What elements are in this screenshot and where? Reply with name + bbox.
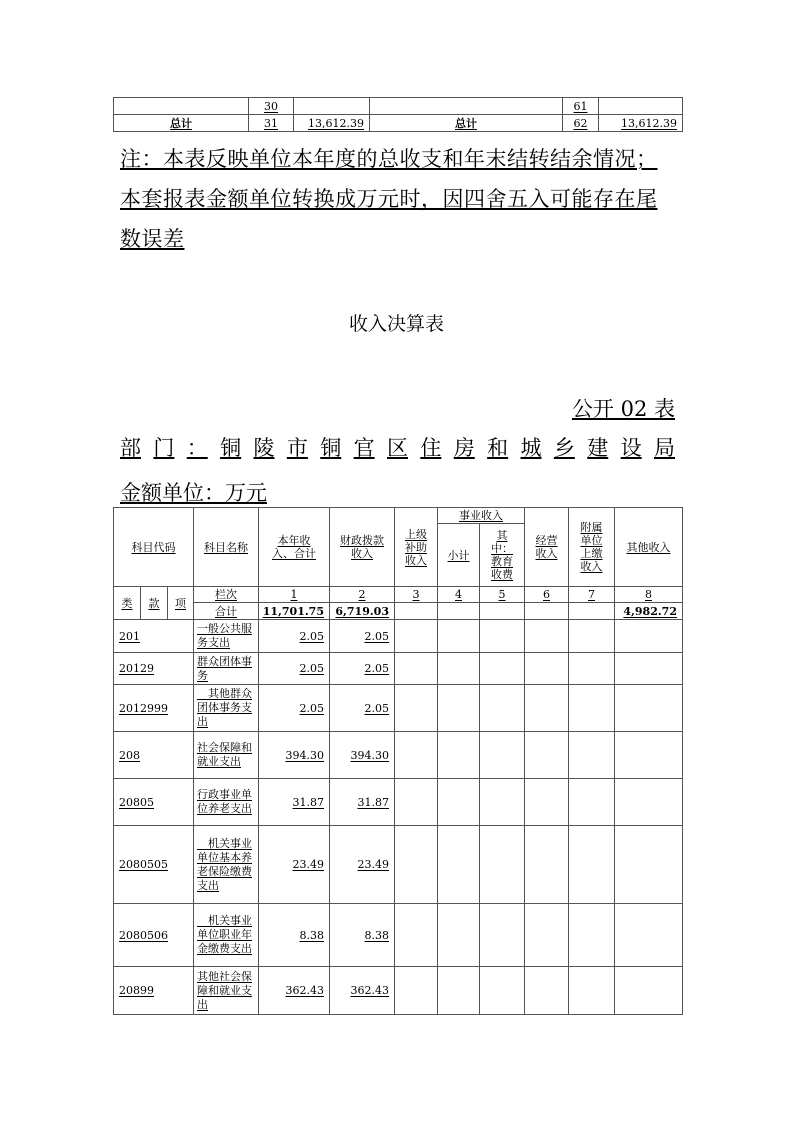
- subject-name: 群众团体事务: [194, 653, 259, 685]
- amount-cell: [569, 779, 615, 826]
- department-char: ：: [186, 436, 208, 460]
- column-number-label: 栏次: [194, 587, 259, 603]
- amount-cell: [525, 967, 569, 1015]
- amount-cell: [438, 653, 480, 685]
- amount-cell: 394.30: [330, 732, 395, 779]
- amount-cell: [438, 826, 480, 904]
- header-name: 科目名称: [194, 508, 259, 587]
- header-other: 其他收入: [615, 508, 683, 587]
- amount-cell: [438, 967, 480, 1015]
- amount-cell: [395, 904, 438, 967]
- table-row: [114, 620, 683, 653]
- department-char: 铜: [320, 436, 342, 460]
- note-line-2: 本套报表金额单位转换成万元时，因四舍五入可能存在尾: [120, 187, 658, 211]
- row-value: [294, 98, 370, 115]
- amount-cell: [395, 685, 438, 732]
- amount-cell: [615, 732, 683, 779]
- column-number: 5: [480, 587, 525, 603]
- grand-total-label: 总计: [370, 115, 563, 132]
- amount-cell: [480, 904, 525, 967]
- department-line: [120, 432, 675, 462]
- table-row: [114, 732, 683, 779]
- column-number: 8: [615, 587, 683, 603]
- amount-cell: [569, 904, 615, 967]
- table-row: [114, 967, 683, 1015]
- amount-cell: 394.30: [259, 732, 330, 779]
- amount-cell: [480, 732, 525, 779]
- amount-cell: [480, 826, 525, 904]
- amount-cell: [525, 779, 569, 826]
- department-char: 乡: [553, 436, 575, 460]
- row-label: [114, 98, 249, 115]
- row-number: 61: [563, 98, 599, 115]
- department-char: 官: [353, 436, 375, 460]
- subject-code: 2080505: [114, 826, 194, 904]
- department-char: 建: [587, 436, 609, 460]
- amount-cell: [480, 779, 525, 826]
- amount-cell: 23.49: [330, 826, 395, 904]
- amount-cell: [395, 826, 438, 904]
- amount-cell: [395, 732, 438, 779]
- amount-cell: [569, 967, 615, 1015]
- department-char: 和: [487, 436, 509, 460]
- table-row: [114, 904, 683, 967]
- amount-cell: [525, 620, 569, 653]
- subject-name: 其他群众团体事务支出: [194, 685, 259, 732]
- amount-cell: [438, 620, 480, 653]
- header-business-subtotal: 小计: [438, 524, 480, 587]
- total-value: [480, 603, 525, 620]
- amount-cell: 31.87: [330, 779, 395, 826]
- amount-cell: 2.05: [259, 685, 330, 732]
- grand-total-label: 总计: [114, 115, 249, 132]
- header-kuan: 款: [141, 587, 168, 620]
- amount-cell: [395, 967, 438, 1015]
- column-number: 3: [395, 587, 438, 603]
- amount-cell: [569, 826, 615, 904]
- subject-code: 2012999: [114, 685, 194, 732]
- amount-cell: [525, 904, 569, 967]
- total-value: [569, 603, 615, 620]
- amount-cell: [395, 653, 438, 685]
- amount-cell: 2.05: [330, 620, 395, 653]
- subject-code: 20899: [114, 967, 194, 1015]
- subject-code: 20129: [114, 653, 194, 685]
- header-fiscal: 财政拨款收入: [330, 508, 395, 587]
- header-business-edu: 其中：教育收费: [480, 524, 525, 587]
- header-code: 科目代码: [114, 508, 194, 587]
- total-value: 4,982.72: [615, 603, 683, 620]
- table-row: [114, 779, 683, 826]
- amount-cell: [525, 826, 569, 904]
- grand-total-income: 13,612.39: [294, 115, 370, 132]
- total-value: [438, 603, 480, 620]
- department-char: 设: [620, 436, 642, 460]
- amount-cell: [615, 685, 683, 732]
- amount-cell: 31.87: [259, 779, 330, 826]
- amount-cell: [569, 620, 615, 653]
- column-number: 1: [259, 587, 330, 603]
- row-label: [370, 98, 563, 115]
- header-xiang: 项: [168, 587, 194, 620]
- column-number: 7: [569, 587, 615, 603]
- amount-cell: 362.43: [259, 967, 330, 1015]
- table-row: [114, 685, 683, 732]
- amount-cell: [480, 685, 525, 732]
- department-char: 区: [387, 436, 408, 460]
- subject-name: 机关事业单位职业年金缴费支出: [194, 904, 259, 967]
- amount-cell: [525, 653, 569, 685]
- header-total: 本年收入、合计: [259, 508, 330, 587]
- total-value: 11,701.75: [259, 603, 330, 620]
- amount-cell: [615, 779, 683, 826]
- amount-cell: [438, 732, 480, 779]
- amount-cell: [438, 904, 480, 967]
- amount-cell: [480, 967, 525, 1015]
- amount-cell: [395, 620, 438, 653]
- department-char: 铜: [220, 436, 242, 460]
- column-number: 2: [330, 587, 395, 603]
- note-line-3: 数误差: [120, 227, 185, 251]
- table-row: [114, 826, 683, 904]
- table-row: [114, 98, 683, 115]
- column-number-row: [114, 587, 683, 603]
- amount-cell: [615, 967, 683, 1015]
- header-superior: 上级补助收入: [395, 508, 438, 587]
- row-number: 31: [249, 115, 294, 132]
- department-char: 城: [520, 436, 542, 460]
- total-value: 6,719.03: [330, 603, 395, 620]
- row-number: 30: [249, 98, 294, 115]
- subject-name: 机关事业单位基本养老保险缴费支出: [194, 826, 259, 904]
- amount-cell: 23.49: [259, 826, 330, 904]
- grand-total-expense: 13,612.39: [599, 115, 683, 132]
- subject-code: 201: [114, 620, 194, 653]
- amount-cell: 8.38: [259, 904, 330, 967]
- amount-cell: [569, 653, 615, 685]
- report-title: 收入决算表: [348, 313, 444, 335]
- row-value: [599, 98, 683, 115]
- header-operating: 经营收入: [525, 508, 569, 587]
- note-line-1: 注：本表反映单位本年度的总收支和年末结转结余情况；: [120, 147, 658, 171]
- department-char: 房: [453, 436, 475, 460]
- amount-cell: 2.05: [259, 620, 330, 653]
- total-value: [395, 603, 438, 620]
- amount-cell: 2.05: [330, 685, 395, 732]
- total-value: [525, 603, 569, 620]
- amount-cell: [569, 732, 615, 779]
- subject-code: 2080506: [114, 904, 194, 967]
- table-row: [114, 115, 683, 132]
- amount-cell: [525, 685, 569, 732]
- amount-cell: [480, 620, 525, 653]
- department-char: 陵: [253, 436, 275, 460]
- department-char: 部: [120, 436, 141, 460]
- subject-name: 一般公共服务支出: [194, 620, 259, 653]
- subject-code: 20805: [114, 779, 194, 826]
- amount-cell: [615, 620, 683, 653]
- column-number: 4: [438, 587, 480, 603]
- table-row: [114, 653, 683, 685]
- amount-cell: [615, 826, 683, 904]
- amount-cell: [395, 779, 438, 826]
- summary-table-tail: [113, 97, 683, 132]
- amount-cell: 362.43: [330, 967, 395, 1015]
- amount-cell: [569, 685, 615, 732]
- totals-row: [114, 603, 683, 620]
- totals-label: 合计: [194, 603, 259, 620]
- amount-cell: [615, 653, 683, 685]
- amount-cell: [480, 653, 525, 685]
- department-char: 门: [153, 436, 175, 460]
- subject-name: 社会保障和就业支出: [194, 732, 259, 779]
- amount-cell: [615, 904, 683, 967]
- header-affiliated: 附属单位上缴收入: [569, 508, 615, 587]
- header-lei: 类: [114, 587, 141, 620]
- subject-code: 208: [114, 732, 194, 779]
- department-char: 市: [286, 436, 308, 460]
- amount-cell: [525, 732, 569, 779]
- column-number: 6: [525, 587, 569, 603]
- form-number: 公开 02 表: [571, 397, 675, 421]
- amount-cell: 2.05: [259, 653, 330, 685]
- amount-cell: [438, 685, 480, 732]
- subject-name: 行政事业单位养老支出: [194, 779, 259, 826]
- subject-name: 其他社会保障和就业支出: [194, 967, 259, 1015]
- department-char: 住: [420, 436, 442, 460]
- income-statement-table: [113, 507, 683, 1015]
- amount-cell: [438, 779, 480, 826]
- header-business: 事业收入: [438, 508, 525, 524]
- amount-cell: 8.38: [330, 904, 395, 967]
- amount-cell: 2.05: [330, 653, 395, 685]
- department-char: 局: [654, 436, 675, 460]
- row-number: 62: [563, 115, 599, 132]
- amount-unit: 金额单位：万元: [120, 481, 267, 505]
